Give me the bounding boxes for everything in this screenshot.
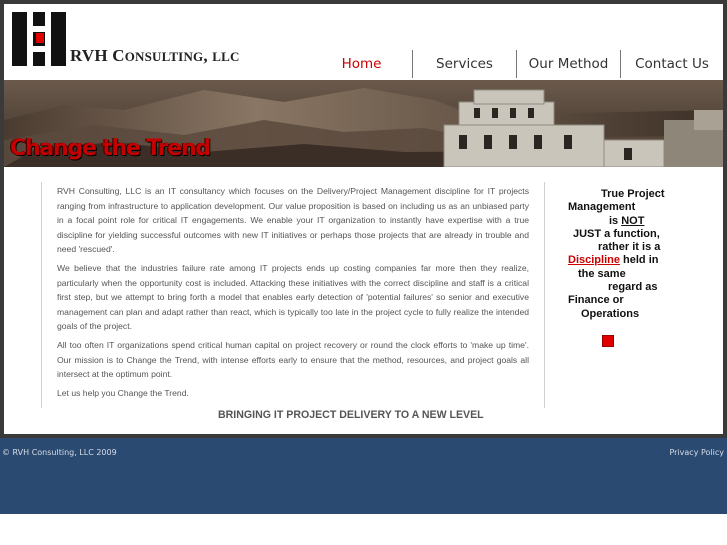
footer — [0, 438, 727, 514]
main-content — [57, 184, 529, 404]
intro-paragraph: RVH Consulting, LLC is an IT consultancy which focuses on the Delivery/Project Management discipline for IT projects ranging from infrastructure to application development. Our value proposition is based on including us as an unbiased party in a focal point role for critical IT engagements. We enable your IT organization to instantly have expertise with a true discipline for yielding successful outcomes with new IT initiatives or perhaps those projects that are already in trouble and need 'rescued'. — [57, 186, 529, 255]
nav-our-method[interactable]: Our Method — [516, 50, 620, 78]
privacy-policy-link[interactable]: Privacy Policy — [669, 448, 724, 457]
discipline-emphasis: Discipline — [568, 254, 620, 267]
nav-home[interactable]: Home — [341, 56, 382, 72]
tagline: BRINGING IT PROJECT DELIVERY TO A NEW LEVEL — [218, 409, 484, 421]
copyright-text: © RVH Consulting, LLC 2009 — [2, 448, 117, 457]
hero-banner — [4, 80, 723, 167]
nav-services[interactable]: Services — [412, 50, 516, 78]
company-name[interactable]: RVH CONSULTING, LLC — [70, 46, 240, 65]
sidebar-quote: True Project Management is NOT JUST a function, rather it is a Discipline held in the same regard as Finance or Operations — [568, 188, 665, 320]
nav-contact-us[interactable]: Contact Us — [620, 50, 723, 78]
not-emphasis: NOT — [621, 214, 645, 227]
rvh-logo-icon — [12, 12, 66, 66]
call-to-action: Let us help you Change the Trend. — [57, 387, 189, 398]
content-divider-right — [544, 182, 545, 408]
mission-paragraph: All too often IT organizations spend critical human capital on project recovery or round the clock efforts to 'make up time'. Our mission is to Change the Trend, with intense efforts early to ensure that the method, resources, and project goals all intersect at the optimum point. — [57, 339, 529, 380]
banner-slogan: Change the Trend — [10, 136, 210, 161]
red-square-bullet-icon — [602, 335, 614, 347]
main-nav — [311, 50, 723, 78]
content-divider-left — [41, 182, 42, 408]
page-container — [4, 4, 723, 434]
belief-paragraph: We believe that the industries failure rate among IT projects ends up costing companies far more then they realize, particularly when the opportunity cost is included. Attacking these initiatives with the correct discipline and staff is a critical first step, but we attempt to bring forth a model that enables early detection of 'potential failures' so senior and executive management can plan and adapt rather than react, which is typically too late in the project cycle to fully realize the intended goals of the project. — [57, 262, 529, 332]
